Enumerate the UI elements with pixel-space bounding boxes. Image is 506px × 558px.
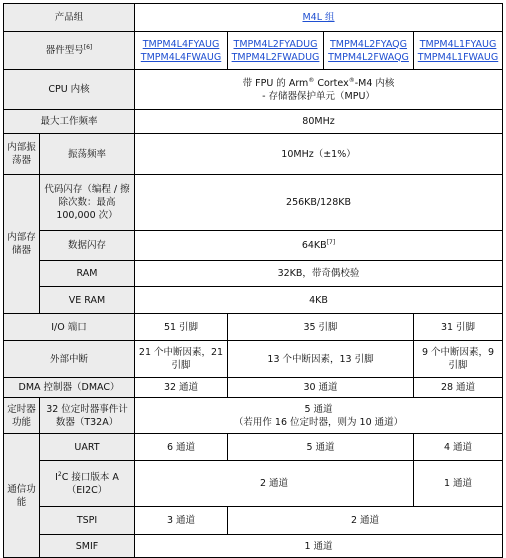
model-link[interactable]: TMPM4L1FYAUG <box>419 38 497 50</box>
row-io-ports <box>4 314 503 341</box>
model-link[interactable]: TMPM4L2FYAQG <box>330 38 408 50</box>
model-link[interactable]: TMPM4L2FWAQG <box>328 51 409 63</box>
row-tspi <box>4 507 503 535</box>
smif-value: 1 通道 <box>135 535 503 558</box>
ext-int-value-2: 13 个中断因素，13 引脚 <box>228 341 414 378</box>
row-dma <box>4 378 503 398</box>
i2c-value-3: 1 通道 <box>414 461 503 507</box>
row-cpu <box>4 70 503 110</box>
code-flash-value: 256KB/128KB <box>135 175 503 231</box>
dma-label: DMA 控制器（DMAC） <box>4 378 135 398</box>
memory-group-label: 内部存储器 <box>4 175 40 314</box>
io-label: I/O 端口 <box>4 314 135 341</box>
models-col4[interactable] <box>414 32 503 70</box>
osc-value: 10MHz（±1%） <box>135 134 503 175</box>
models-label: 器件型号[6] <box>4 32 135 70</box>
ext-int-value-3: 9 个中断因素，9 引脚 <box>414 341 503 378</box>
cpu-label: CPU 内核 <box>4 70 135 110</box>
ve-ram-label: VE RAM <box>40 287 135 314</box>
io-value-3: 31 引脚 <box>414 314 503 341</box>
tspi-label: TSPI <box>40 507 135 535</box>
max-freq-value: 80MHz <box>135 110 503 134</box>
row-i2c <box>4 461 503 507</box>
row-ram <box>4 261 503 287</box>
uart-label: UART <box>40 434 135 461</box>
ext-int-value-1: 21 个中断因素，21 引脚 <box>135 341 228 378</box>
model-link[interactable]: TMPM4L2FYADUG <box>233 38 318 50</box>
row-smif <box>4 535 503 558</box>
timer-group-label: 定时器功能 <box>4 398 40 434</box>
ram-value: 32KB，带奇偶校验 <box>135 261 503 287</box>
smif-label: SMIF <box>40 535 135 558</box>
models-col2[interactable] <box>228 32 324 70</box>
dma-value-2: 30 通道 <box>228 378 414 398</box>
product-group-label: 产品组 <box>4 4 135 32</box>
row-uart <box>4 434 503 461</box>
model-link[interactable]: TMPM4L4FYAUG <box>142 38 220 50</box>
ram-label: RAM <box>40 261 135 287</box>
model-link[interactable]: TMPM4L1FWAUG <box>417 51 499 63</box>
uart-value-3: 4 通道 <box>414 434 503 461</box>
cpu-value: 带 FPU 的 Arm® Cortex®-M4 内核 - 存储器保护单元（MPU） <box>135 70 503 110</box>
tspi-value-1: 3 通道 <box>135 507 228 535</box>
row-models <box>4 32 503 70</box>
timer-label: 32 位定时器事件计数器（T32A） <box>40 398 135 434</box>
data-flash-value: 64KB[7] <box>135 231 503 261</box>
model-link[interactable]: TMPM4L4FWAUG <box>140 51 222 63</box>
max-freq-label: 最大工作频率 <box>4 110 135 134</box>
models-col1[interactable] <box>135 32 228 70</box>
dma-value-3: 28 通道 <box>414 378 503 398</box>
osc-group-label: 内部振荡器 <box>4 134 40 175</box>
row-timer <box>4 398 503 434</box>
timer-value: 5 通道 （若用作 16 位定时器，则为 10 通道） <box>135 398 503 434</box>
dma-value-1: 32 通道 <box>135 378 228 398</box>
uart-value-2: 5 通道 <box>228 434 414 461</box>
product-group-link[interactable]: M4L 组 <box>302 12 335 23</box>
uart-value-1: 6 通道 <box>135 434 228 461</box>
product-group-value[interactable] <box>135 4 503 32</box>
ve-ram-value: 4KB <box>135 287 503 314</box>
comm-group-label: 通信功能 <box>4 434 40 558</box>
models-col3[interactable] <box>324 32 414 70</box>
row-oscillator <box>4 134 503 175</box>
row-data-flash <box>4 231 503 261</box>
i2c-label: $I^2C$ 接口版本 A（EI2C） <box>40 461 135 507</box>
io-value-2: 35 引脚 <box>228 314 414 341</box>
code-flash-label: 代码闪存（编程 / 擦除次数：最高 100,000 次） <box>40 175 135 231</box>
row-ext-int <box>4 341 503 378</box>
row-product-group <box>4 4 503 32</box>
row-ve-ram <box>4 287 503 314</box>
osc-label: 振荡频率 <box>40 134 135 175</box>
i2c-value-12: 2 通道 <box>135 461 414 507</box>
data-flash-label: 数据闪存 <box>40 231 135 261</box>
cpu-mpu: - 存储器保护单元（MPU） <box>262 90 375 102</box>
row-code-flash <box>4 175 503 231</box>
row-max-freq <box>4 110 503 134</box>
spec-table <box>3 3 503 558</box>
models-note: [6] <box>83 43 93 51</box>
io-value-1: 51 引脚 <box>135 314 228 341</box>
tspi-value-23: 2 通道 <box>228 507 503 535</box>
ext-int-label: 外部中断 <box>4 341 135 378</box>
model-link[interactable]: TMPM4L2FWADUG <box>231 51 320 63</box>
